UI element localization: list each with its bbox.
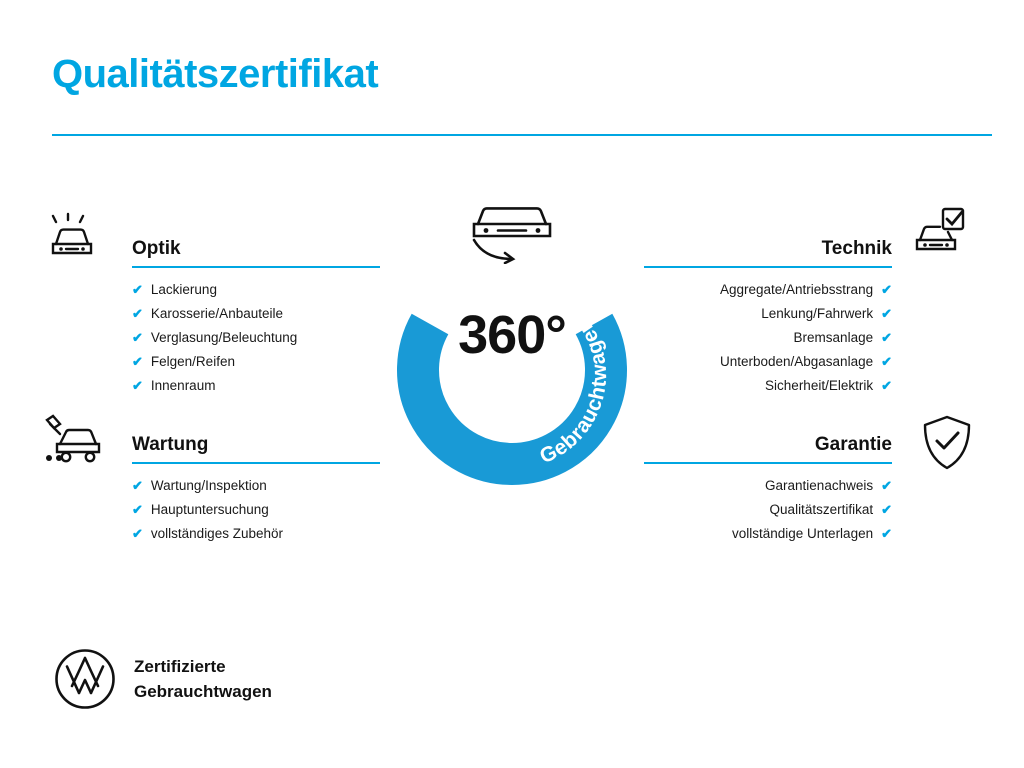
vw-logo [54,648,116,710]
list-item-label: Innenraum [150,378,216,393]
check-icon: ✔ [881,526,892,541]
check-icon: ✔ [132,354,143,369]
section-title: Technik [821,238,892,259]
section-divider [132,266,380,268]
check-icon: ✔ [132,330,143,345]
list-item [132,498,472,522]
list-item [132,474,472,498]
section-divider [132,462,380,464]
list-item [552,350,892,374]
car-polish-icon [46,208,108,275]
badge-value: 360° [458,305,566,365]
check-icon: ✔ [132,282,143,297]
list-item-label: Karosserie/Anbauteile [150,306,283,321]
check-icon: ✔ [881,478,892,493]
list-item-label: Bremsanlage [793,330,874,345]
check-icon: ✔ [881,502,892,517]
section-garantie [552,424,892,546]
title-divider [52,134,992,136]
list-item [552,278,892,302]
check-icon: ✔ [881,330,892,345]
section-header [552,424,892,464]
list-item [132,278,472,302]
section-header [552,228,892,268]
list-item [132,326,472,350]
shield-check-icon [920,414,974,477]
list-item-label: vollständige Unterlagen [732,526,874,541]
list-item-label: Qualitätszertifikat [769,502,874,517]
car-checklist-icon [912,206,974,273]
check-icon: ✔ [132,502,143,517]
section-title: Wartung [132,434,209,455]
list-item-label: Lenkung/Fahrwerk [761,306,874,321]
list-item [552,498,892,522]
footer-line-2: Gebrauchtwagen [134,682,272,701]
section-items [132,474,472,546]
list-item [552,326,892,350]
list-item-label: vollständiges Zubehör [150,526,283,541]
list-item [552,374,892,398]
section-items [552,278,892,398]
check-icon: ✔ [132,478,143,493]
section-header [132,424,472,464]
list-item [132,350,472,374]
check-icon: ✔ [132,306,143,321]
list-item-label: Felgen/Reifen [150,354,235,369]
list-item-label: Lackierung [150,282,217,297]
list-item-label: Garantienachweis [765,478,874,493]
list-item-label: Wartung/Inspektion [150,478,267,493]
section-items [132,278,472,398]
list-item-label: Unterboden/Abgasanlage [719,354,874,369]
section-divider [644,266,892,268]
footer-text [134,654,272,704]
section-title: Optik [132,238,181,259]
list-item-label: Hauptuntersuchung [150,502,269,517]
section-items [552,474,892,546]
list-item [552,522,892,546]
section-divider [644,462,892,464]
list-item [132,302,472,326]
check-icon: ✔ [881,306,892,321]
section-wartung [132,424,472,546]
list-item [552,302,892,326]
section-optik [132,228,472,398]
section-technik [552,228,892,398]
list-item-label: Sicherheit/Elektrik [765,378,874,393]
footer [54,648,272,710]
page-title: Qualitätszertifikat [52,52,379,96]
list-item-label: Verglasung/Beleuchtung [150,330,298,345]
check-icon: ✔ [132,378,143,393]
list-item [132,374,472,398]
list-item-label: Aggregate/Antriebsstrang [719,282,874,297]
check-icon: ✔ [132,526,143,541]
check-icon: ✔ [881,282,892,297]
section-header [132,228,472,268]
ring-label: Gebrauchtwagen-Check [520,276,612,469]
section-title: Garantie [814,434,892,455]
list-item [552,474,892,498]
check-icon: ✔ [881,354,892,369]
list-item [132,522,472,546]
check-icon: ✔ [881,378,892,393]
footer-line-1: Zertifizierte [134,657,226,676]
car-lift-icon [44,414,110,475]
